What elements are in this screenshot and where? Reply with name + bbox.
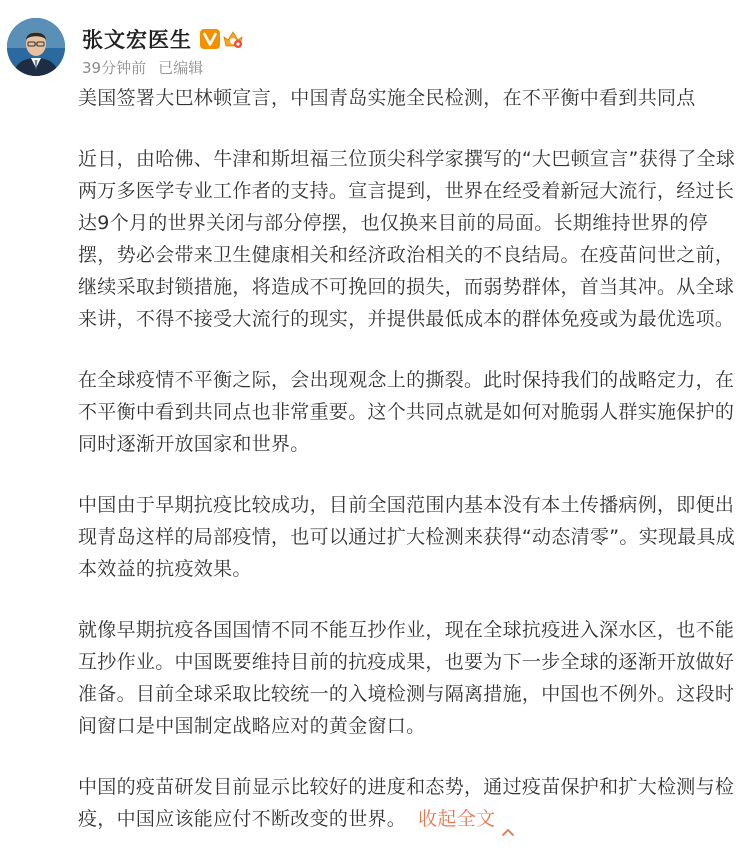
paragraph-3: 中国由于早期抗疫比较成功，目前全国范围内基本没有本土传播病例，即便出现青岛这样的局部疫情，也可以通过扩大检测来获得“动态清零”。实现最具成本效益的抗疫效果。 — [78, 494, 736, 580]
avatar-man-with-glasses-icon — [7, 18, 65, 76]
paragraph-1: 近日，由哈佛、牛津和斯坦福三位顶尖科学家撰写的“大巴顿宣言”获得了全球两万多医学专业工作者的支持。宣言提到，世界在经受着新冠大流行，经过长达9个月的世界关闭与部分停摆，也仅换来目前的局面。长期维持世界的停摆，势必会带来卫生健康相关和经济政治相关的不良结局。在疫苗问世之前，继续采取封锁措施，将造成不可挽回的损失，而弱势群体，首当其冲。从全球来讲，不得不接受大流行的现实，并提供最低成本的群体免疫或为最优选项。 — [78, 148, 736, 330]
paragraph-4: 就像早期抗疫各国国情不同不能互抄作业，现在全球抗疫进入深水区，也不能互抄作业。中国既要维持目前的抗疫成果，也要为下一步全球的逐渐开放做好准备。目前全球采取比较统一的入境检测与隔离措施，中国也不例外。这段时间窗口是中国制定战略应对的黄金窗口。 — [78, 619, 735, 737]
chevron-up-icon — [501, 815, 515, 825]
paragraph-5 — [78, 771, 743, 835]
post-header — [0, 0, 750, 80]
post-body — [78, 82, 743, 864]
paragraph-2: 在全球疫情不平衡之际，会出现观念上的撕裂。此时保持我们的战略定力，在不平衡中看到共同点也非常重要。这个共同点就是如何对脆弱人群实施保护的同时逐渐开放国家和世界。 — [78, 369, 735, 455]
edited-label: 已编辑 — [158, 59, 204, 77]
collapse-button[interactable] — [418, 808, 515, 830]
crown-level-icon — [222, 29, 244, 49]
post-time: 39分钟前 — [82, 59, 147, 77]
post-title: 美国签署大巴林顿宣言，中国青岛实施全民检测，在不平衡中看到共同点 — [78, 87, 696, 109]
post-meta — [82, 57, 203, 78]
collapse-label: 收起全文 — [418, 808, 496, 830]
paragraph-5-text: 中国的疫苗研发目前显示比较好的进度和态势，通过疫苗保护和扩大检测与检疫，中国应该能应付不断改变的世界。 — [78, 776, 735, 830]
author-name[interactable]: 张文宏医生 — [82, 28, 192, 52]
avatar[interactable] — [7, 18, 65, 76]
author-row — [82, 25, 244, 53]
verified-v-icon — [200, 29, 220, 49]
